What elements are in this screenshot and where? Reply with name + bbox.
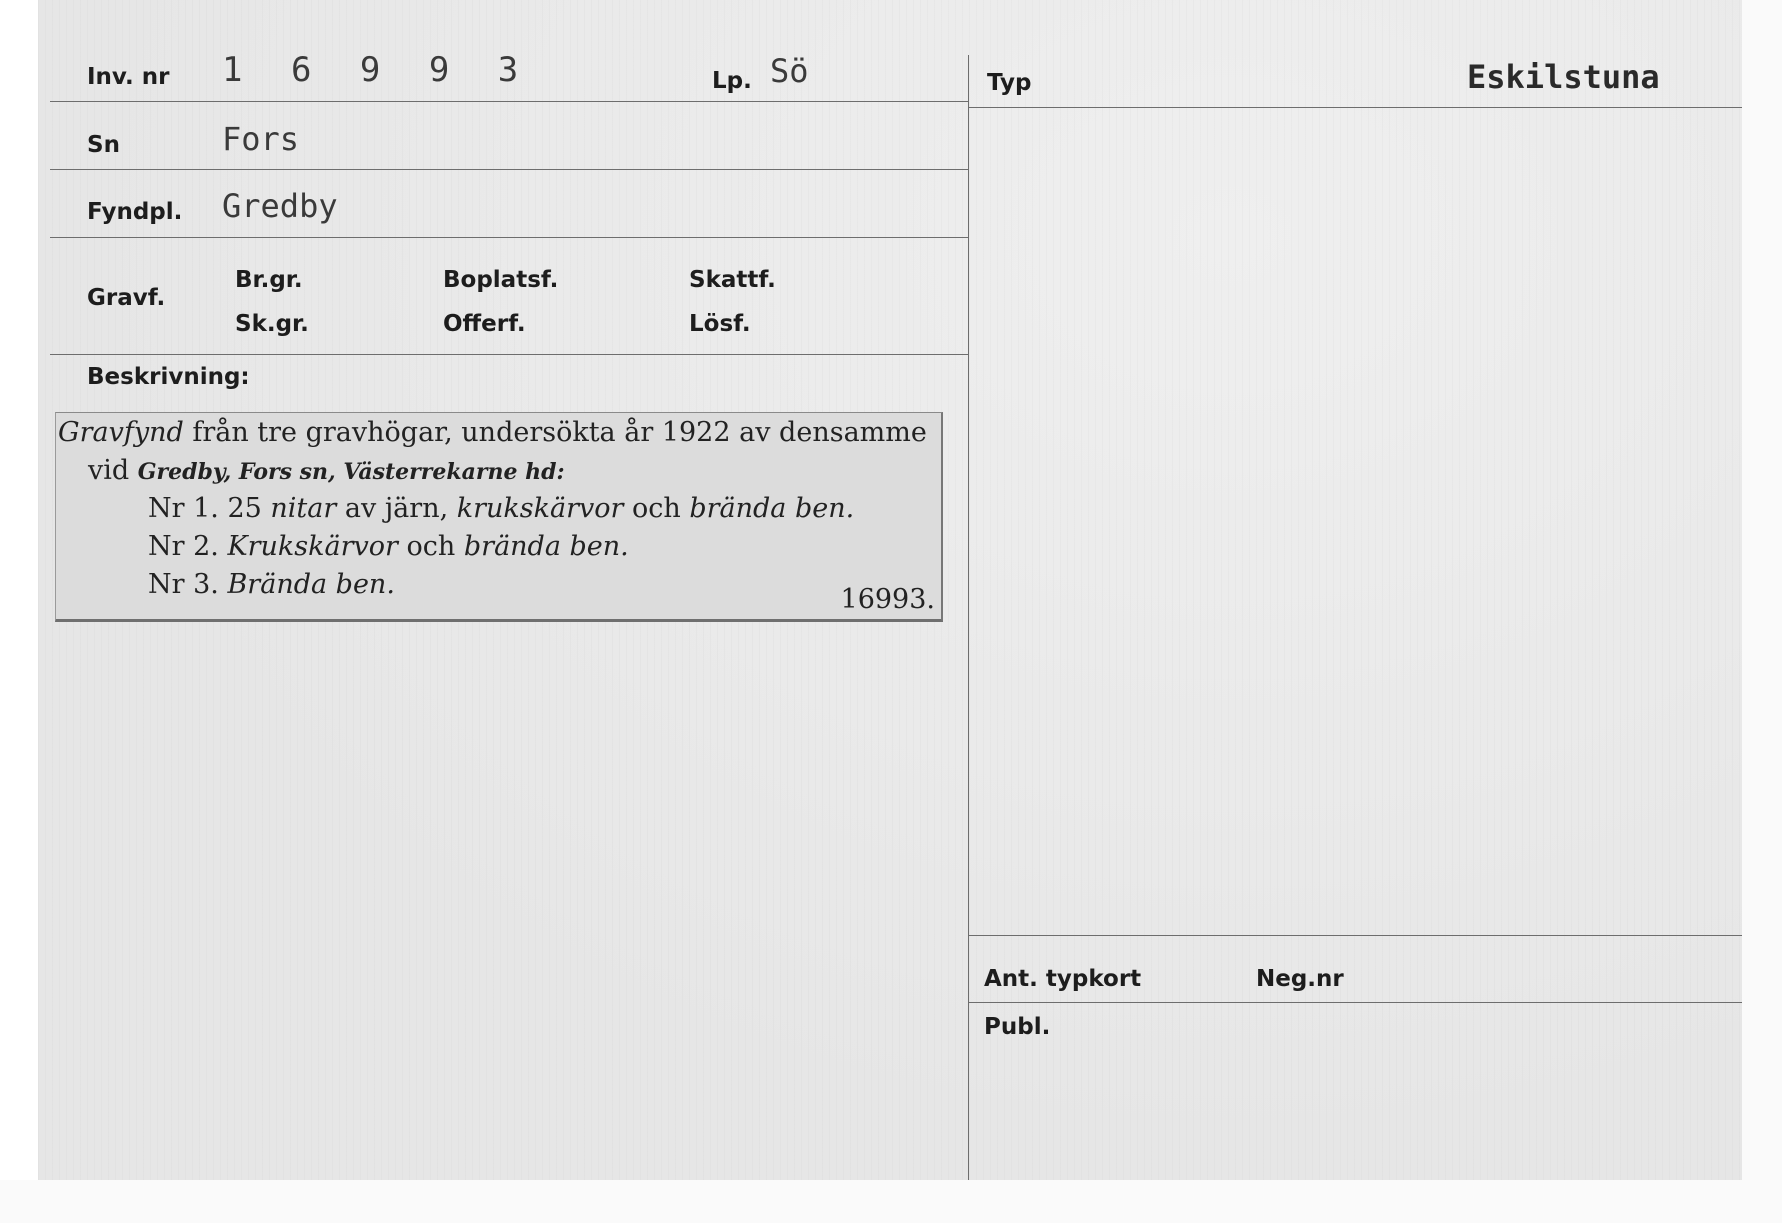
skattf-option: Skattf. bbox=[689, 267, 776, 293]
description-line-1 bbox=[58, 417, 927, 448]
museum-value: Eskilstuna bbox=[1467, 58, 1660, 96]
inv-nr-label: Inv. nr bbox=[87, 64, 170, 90]
card-margin-bottom bbox=[0, 1180, 1782, 1223]
description-text: vid bbox=[88, 455, 138, 486]
description-reference-number: 16993. bbox=[840, 584, 935, 615]
description-line-2 bbox=[88, 455, 565, 486]
card-margin-right bbox=[1742, 0, 1782, 1223]
row-divider-inv bbox=[50, 101, 968, 102]
description-text: och bbox=[623, 493, 690, 524]
description-item-2 bbox=[148, 531, 629, 562]
description-text: brända ben. bbox=[689, 493, 855, 524]
description-text: brända ben. bbox=[463, 531, 629, 562]
description-text: från tre gravhögar, undersökta år 1922 av densamme bbox=[183, 417, 927, 448]
row-divider-footer-top bbox=[968, 935, 1742, 936]
fyndpl-value: Gredby bbox=[222, 187, 338, 225]
losf-option: Lösf. bbox=[689, 311, 751, 337]
row-divider-typ bbox=[968, 107, 1742, 108]
sn-label: Sn bbox=[87, 132, 120, 158]
publ-label: Publ. bbox=[984, 1014, 1051, 1040]
description-text: Nr 3. bbox=[148, 569, 228, 600]
description-location: Gredby, Fors sn, Västerrekarne hd: bbox=[137, 459, 565, 485]
ant-typkort-label: Ant. typkort bbox=[984, 966, 1142, 992]
lp-value: Sö bbox=[770, 52, 809, 90]
description-text: Krukskärvor bbox=[227, 531, 398, 562]
description-text: nitar bbox=[270, 493, 337, 524]
typ-label: Typ bbox=[987, 70, 1032, 96]
boplatsf-option: Boplatsf. bbox=[443, 267, 559, 293]
description-item-1 bbox=[148, 493, 854, 524]
description-text: och bbox=[397, 531, 464, 562]
description-item-3 bbox=[148, 569, 395, 600]
row-divider-sn bbox=[50, 169, 968, 170]
description-text: krukskärvor bbox=[456, 493, 624, 524]
description-text: Nr 2. bbox=[148, 531, 228, 562]
beskrivning-label: Beskrivning: bbox=[87, 364, 250, 390]
description-text: Gravfynd bbox=[58, 417, 184, 448]
column-divider bbox=[968, 55, 969, 1180]
br-gr-option: Br.gr. bbox=[235, 267, 303, 293]
description-text: Brända ben. bbox=[227, 569, 395, 600]
row-divider-fyndpl bbox=[50, 237, 968, 238]
description-text: av järn, bbox=[336, 493, 457, 524]
fyndpl-label: Fyndpl. bbox=[87, 199, 183, 225]
description-text: Nr 1. 25 bbox=[148, 493, 271, 524]
sn-value: Fors bbox=[222, 120, 300, 158]
row-divider-gravf bbox=[50, 354, 968, 355]
lp-label: Lp. bbox=[712, 68, 752, 94]
description-clipping bbox=[55, 412, 943, 622]
row-divider-footer bbox=[968, 1002, 1742, 1003]
gravf-label: Gravf. bbox=[87, 285, 166, 311]
neg-nr-label: Neg.nr bbox=[1256, 966, 1344, 992]
offerf-option: Offerf. bbox=[443, 311, 526, 337]
inv-nr-value: 1 6 9 9 3 bbox=[222, 50, 533, 90]
sk-gr-option: Sk.gr. bbox=[235, 311, 309, 337]
